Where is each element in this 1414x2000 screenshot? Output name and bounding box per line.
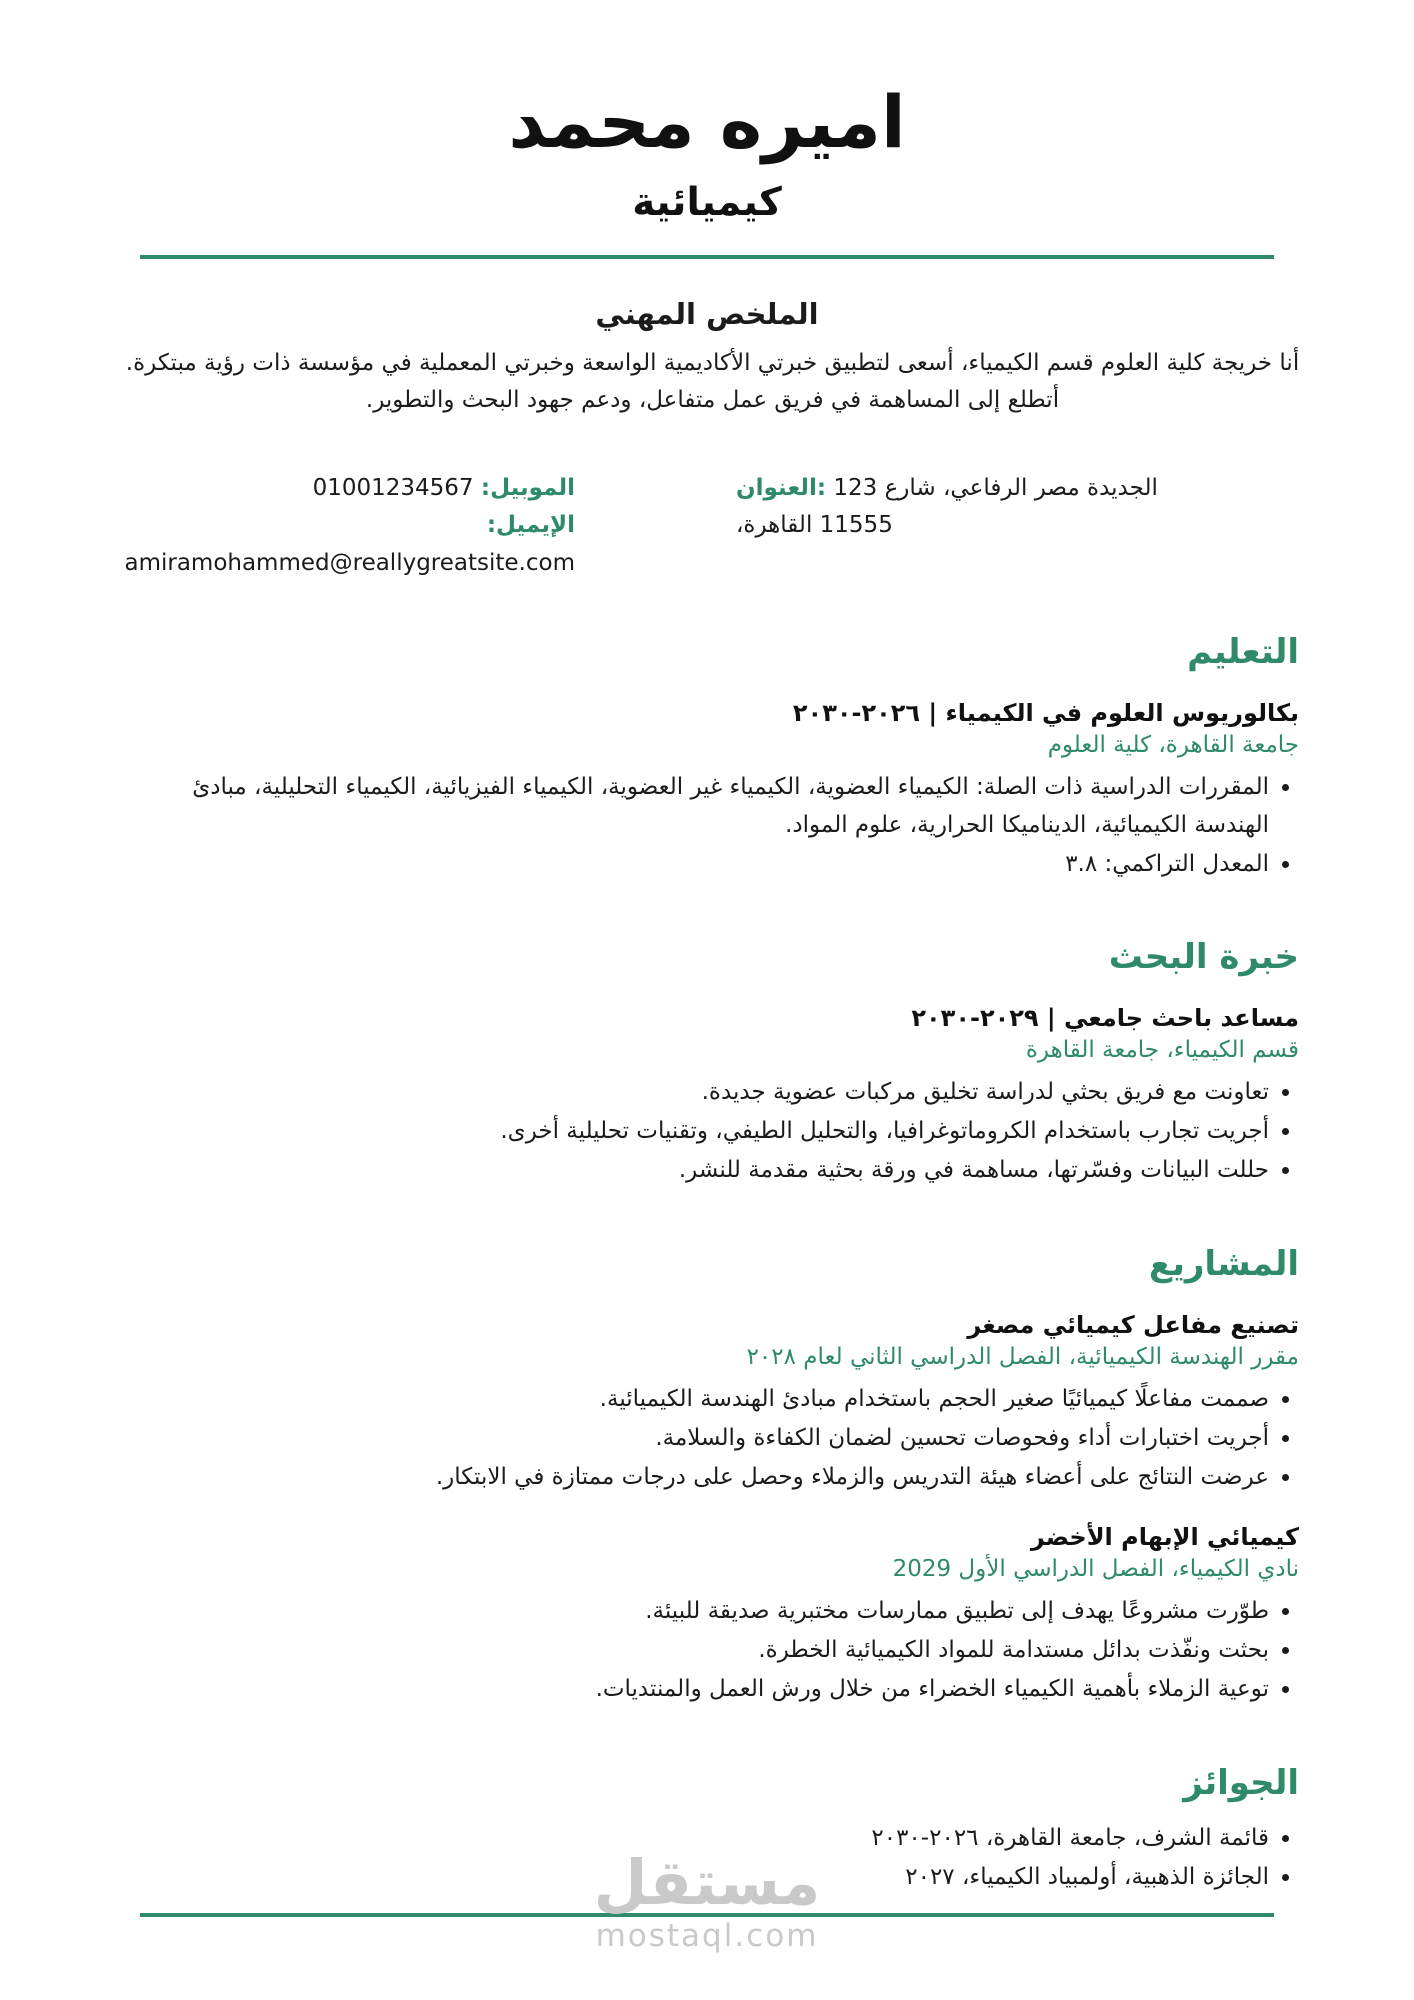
address-line-2: القاهرة، 11555: [736, 512, 893, 539]
mobile-line: [115, 470, 575, 508]
project-title: كيميائي الإبهام الأخضر: [1030, 1523, 1299, 1552]
address-line-1: [736, 470, 1184, 508]
mostaql-url: mostaql.com: [595, 1918, 819, 1954]
research-heading: خبرة البحث: [1108, 937, 1299, 978]
list-item: • أجريت تجارب باستخدام الكروماتوغرافيا، والتحليل الطيفي، وتقنيات تحليلية أخرى.: [115, 1112, 1269, 1150]
list-item: • عرضت النتائج على أعضاء هيئة التدريس والزملاء وحصل على درجات ممتازة في الابتكار.: [115, 1458, 1269, 1496]
contact-block: [115, 470, 1299, 578]
project-subtitle: مقرر الهندسة الكيميائية، الفصل الدراسي الثاني لعام ٢٠٢٨: [746, 1343, 1299, 1370]
project-bullets: [115, 1380, 1299, 1497]
project-entry-1: [115, 1311, 1299, 1497]
list-item: • تعاونت مع فريق بحثي لدراسة تخليق مركبات عضوية جديدة.: [115, 1073, 1269, 1111]
list-item: • بحثت ونفّذت بدائل مستدامة للمواد الكيميائية الخطرة.: [115, 1631, 1269, 1669]
section-research: [115, 937, 1299, 1190]
watermark: [0, 1846, 1414, 1954]
contact-address: [736, 470, 1184, 546]
school-name: جامعة القاهرة، كلية العلوم: [1047, 731, 1299, 758]
list-item: • قائمة الشرف، جامعة القاهرة، ٢٠٢٦-٢٠٣٠: [115, 1819, 1269, 1857]
project-subtitle: نادي الكيمياء، الفصل الدراسي الأول 2029: [892, 1556, 1299, 1583]
education-bullets: [115, 768, 1299, 884]
list-item: • أجريت اختبارات أداء وفحوصات تحسين لضمان الكفاءة والسلامة.: [115, 1419, 1269, 1457]
mobile-label: الموبيل:: [480, 474, 575, 501]
section-projects: [115, 1244, 1299, 1709]
email-label: الإيميل:: [486, 512, 575, 539]
address-label: العنوان:: [736, 474, 827, 501]
research-bullets: [115, 1073, 1299, 1190]
summary-text: أنا خريجة كلية العلوم قسم الكيمياء، أسعى لتطبيق خبرتي الأكاديمية الواسعة وخبرتي المعملية في مؤسسة ذات رؤية مبتكرة. أتطلع إلى المساهمة في فريق عمل متفاعل، ودعم جهود البحث والتطوير.: [125, 350, 1300, 414]
contact-phone-email: [115, 470, 575, 584]
mobile-value: 01001234567: [312, 474, 474, 501]
email-line: [115, 507, 575, 583]
person-job-title: كيميائية: [632, 180, 782, 225]
mostaql-logo: مستقل: [593, 1846, 821, 1919]
header-divider: [140, 255, 1274, 259]
awards-heading: الجوائز: [1183, 1762, 1299, 1803]
person-name: اميره محمد: [508, 80, 906, 164]
project-entry-2: [115, 1523, 1299, 1709]
project-bullets: [115, 1592, 1299, 1709]
list-item: • حللت البيانات وفسّرتها، مساهمة في ورقة بحثية مقدمة للنشر.: [115, 1151, 1269, 1189]
address-value: 123 شارع الرفاعي، مصر الجديدة: [833, 474, 1158, 501]
list-item: • الجائزة الذهبية، أولمبياد الكيمياء، ٢٠٢٧: [115, 1858, 1269, 1896]
research-entry: [115, 1004, 1299, 1190]
list-item: • المقررات الدراسية ذات الصلة: الكيمياء العضوية، الكيمياء غير العضوية، الكيمياء الفيزيائية، الكيمياء التحليلية، مبادئ الهندسة الكيميائية، الديناميكا الحرارية، علوم المواد.: [115, 768, 1269, 844]
section-education: [115, 632, 1299, 884]
list-item: • المعدل التراكمي: ٣.٨: [115, 845, 1269, 883]
research-org: قسم الكيمياء، جامعة القاهرة: [1025, 1037, 1299, 1064]
list-item: • صممت مفاعلًا كيميائيًا صغير الحجم باستخدام مبادئ الهندسة الكيميائية.: [115, 1380, 1269, 1418]
list-item: • توعية الزملاء بأهمية الكيمياء الخضراء من خلال ورش العمل والمنتديات.: [115, 1670, 1269, 1708]
project-title: تصنيع مفاعل كيميائي مصغر: [967, 1310, 1299, 1339]
education-heading: التعليم: [1187, 631, 1299, 672]
education-entry: [115, 699, 1299, 884]
email-value: amiramohammed@reallygreatsite.com: [124, 550, 575, 577]
list-item: • طوّرت مشروعًا يهدف إلى تطبيق ممارسات مختبرية صديقة للبيئة.: [115, 1592, 1269, 1630]
summary-heading: الملخص المهني: [595, 297, 819, 331]
research-role: مساعد باحث جامعي | ٢٠٢٩-٢٠٣٠: [911, 1004, 1299, 1033]
degree-title: بكالوريوس العلوم في الكيمياء | ٢٠٢٦-٢٠٣٠: [792, 698, 1299, 727]
projects-heading: المشاريع: [1148, 1243, 1299, 1284]
